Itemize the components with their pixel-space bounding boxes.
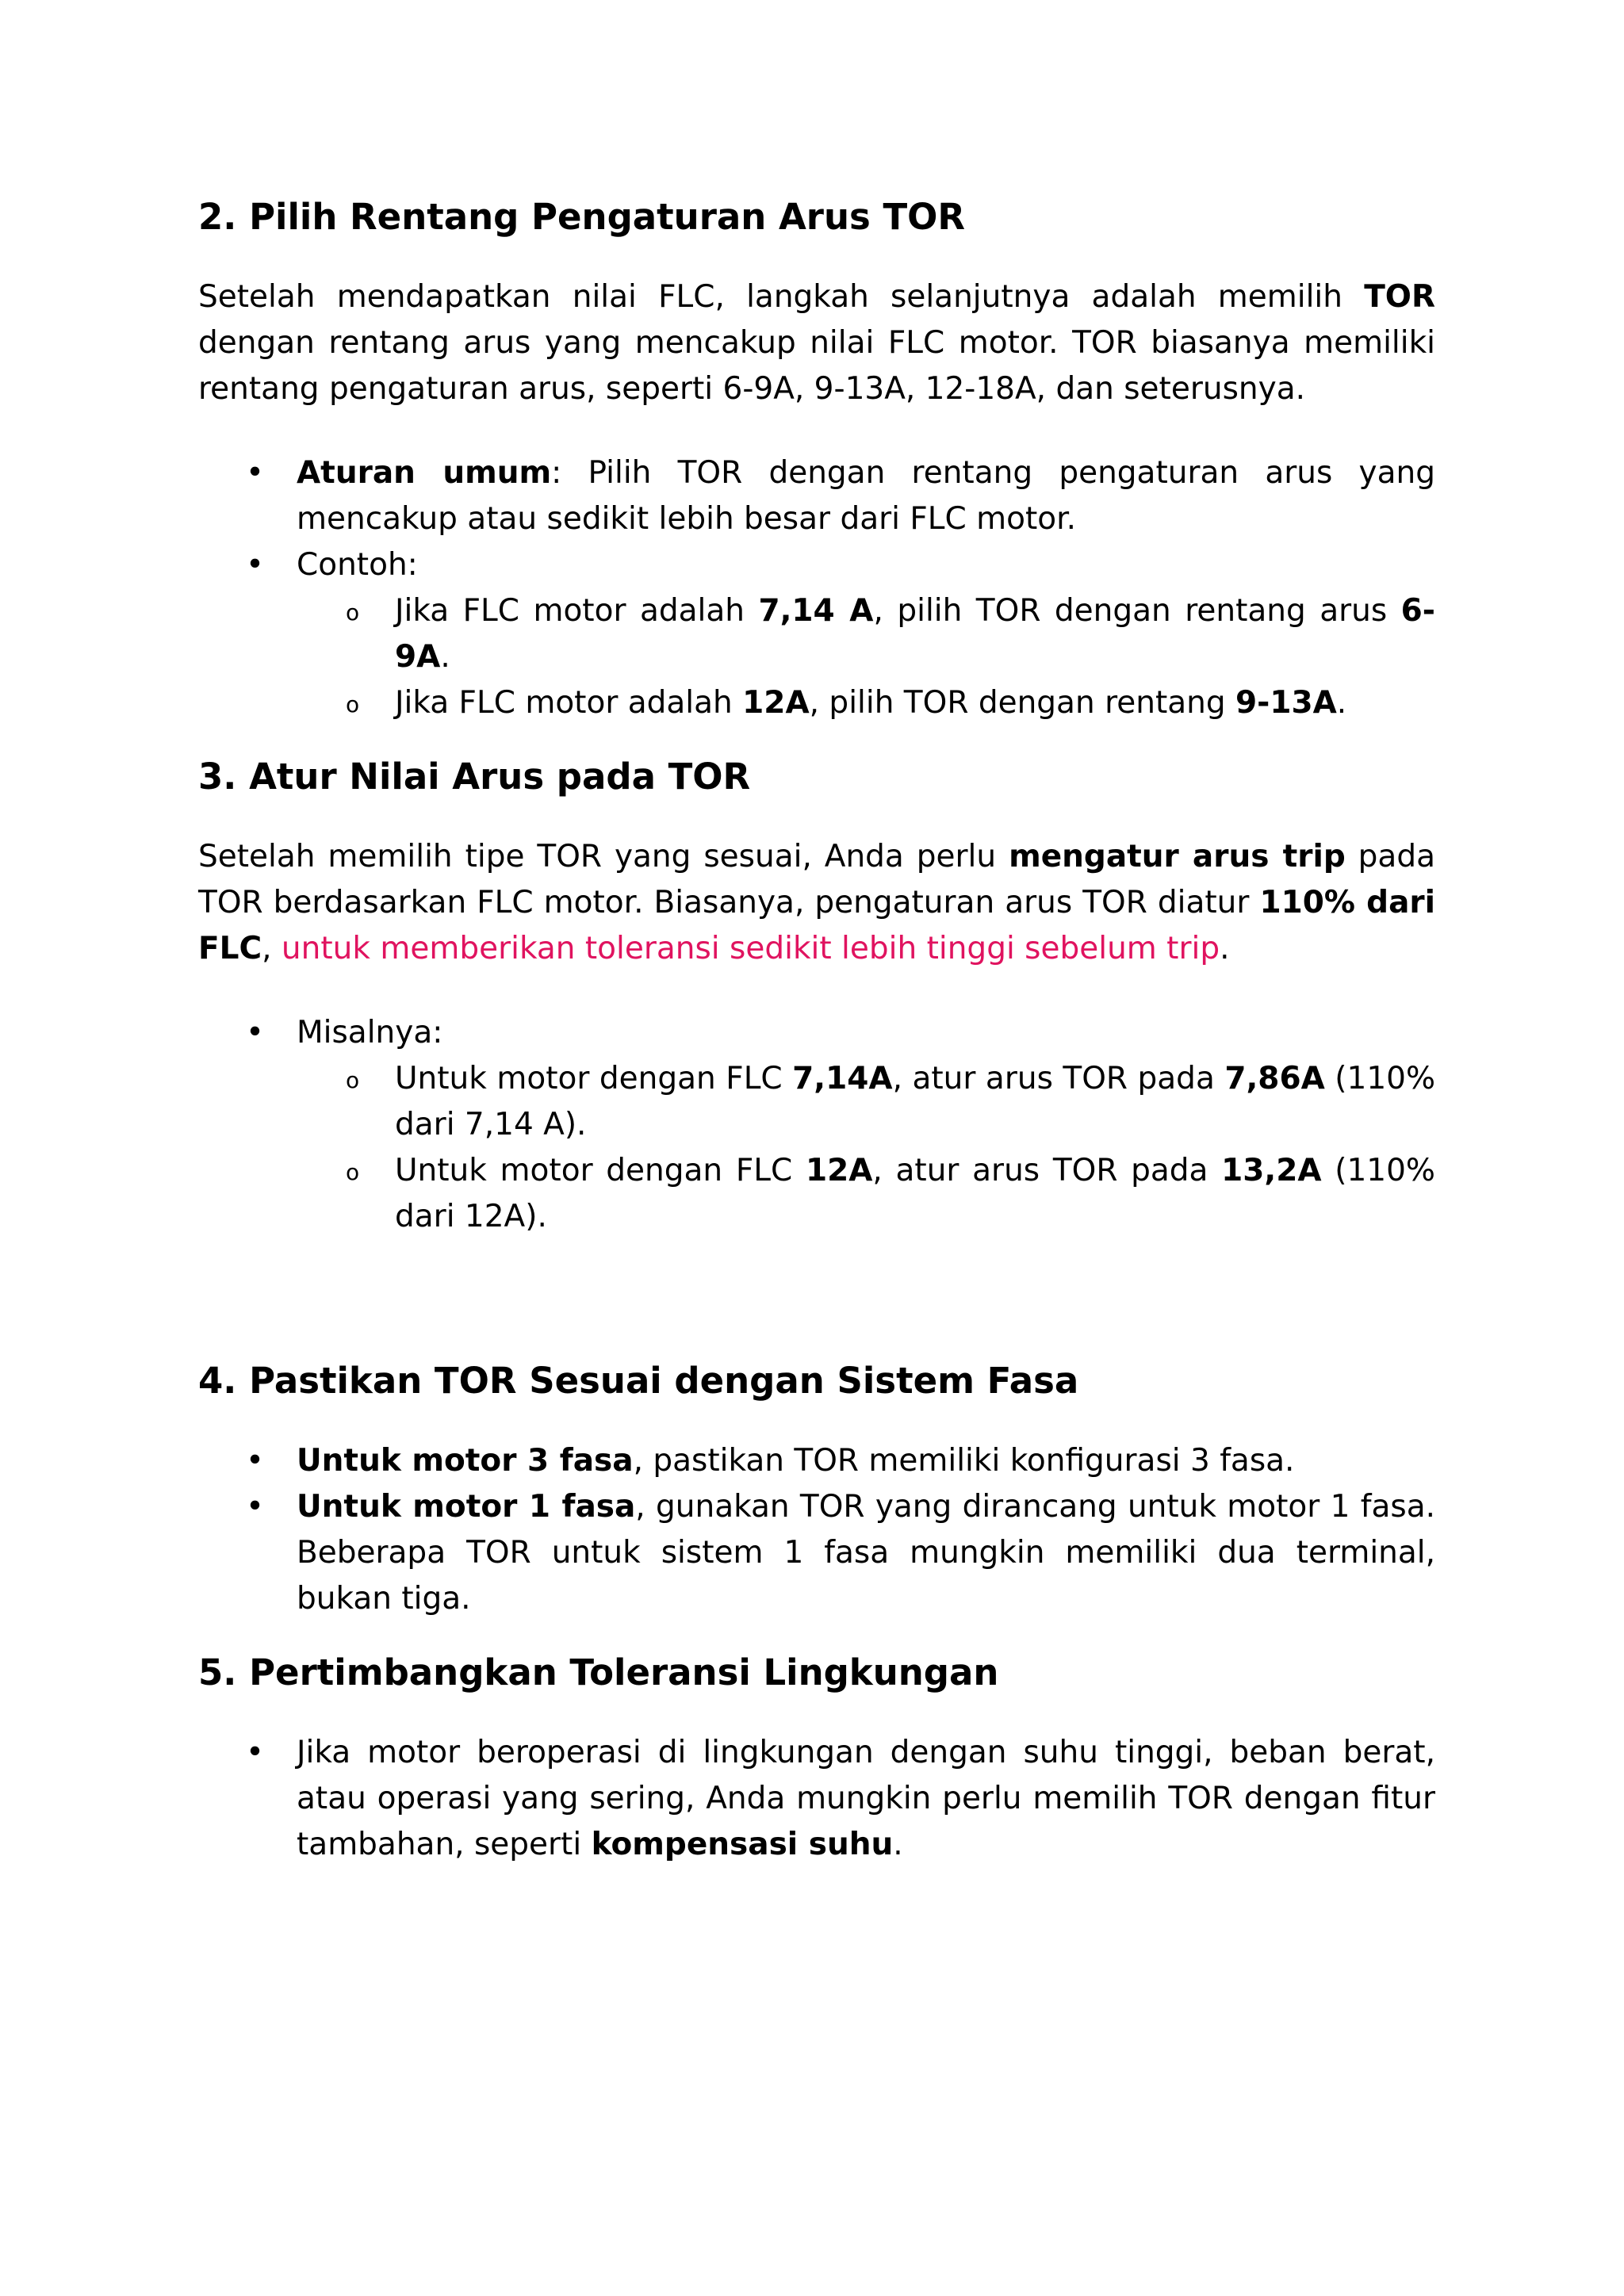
text-run: . [893, 1827, 903, 1862]
list-item [198, 1484, 1435, 1622]
bold-text: 7,86A [1224, 1061, 1325, 1096]
bullet-icon: • [246, 455, 265, 491]
section-2-paragraph [198, 274, 1435, 412]
text-run: . [440, 639, 450, 675]
sub-bullet-icon: o [346, 599, 360, 626]
text-run: pada TOR berdasarkan FLC motor. Biasanya, pengaturan arus TOR diatur [198, 839, 1435, 920]
text-run: Misalnya: [297, 1015, 443, 1050]
bold-text: 110% dari FLC [198, 885, 1435, 966]
list-item [198, 1010, 1435, 1240]
list-item [198, 1438, 1435, 1484]
highlighted-text: untuk memberikan toleransi sedikit lebih tinggi sebelum trip [281, 931, 1220, 966]
bold-text: Untuk motor 3 fasa [297, 1443, 634, 1479]
section-2-heading: 2. Pilih Rentang Pengaturan Arus TOR [198, 196, 966, 238]
text-run: , atur arus TOR pada [892, 1061, 1225, 1096]
text-run: . [1336, 685, 1347, 721]
list-item [198, 1730, 1435, 1868]
list-item [198, 450, 1435, 542]
list-item-text [297, 547, 418, 583]
bold-text: TOR [1364, 279, 1435, 315]
sub-list-item [297, 588, 1435, 680]
bold-text: Untuk motor 1 fasa [297, 1489, 636, 1525]
bold-text: 6-9A [395, 593, 1435, 675]
bold-text: Aturan umum [297, 455, 552, 491]
bold-text: kompensasi suhu [591, 1827, 894, 1862]
text-run: , atur arus TOR pada [872, 1153, 1222, 1188]
bullet-icon: • [246, 547, 265, 583]
sub-list-item-text [395, 1061, 1435, 1142]
sub-list-item [297, 1056, 1435, 1148]
sub-list-item-text [395, 593, 1435, 675]
text-run: , gunakan TOR yang dirancang untuk motor 1 fasa. Beberapa TOR untuk sistem 1 fasa mungkin memiliki dua terminal, bukan tiga. [297, 1489, 1435, 1617]
text-run: , pilih TOR dengan rentang arus [873, 593, 1401, 629]
sub-list-item [297, 680, 1435, 726]
text-run: , pilih TOR dengan rentang [809, 685, 1236, 721]
bold-text: 9-13A [1235, 685, 1337, 721]
section-2-list [198, 450, 1435, 726]
text-run: . [1220, 931, 1230, 966]
text-run: Untuk motor dengan FLC [395, 1061, 793, 1096]
section-3-paragraph [198, 834, 1435, 972]
list-item-text [297, 455, 1435, 537]
section-5-list [198, 1730, 1435, 1868]
list-item-text [297, 1443, 1294, 1479]
bold-text: 12A [805, 1153, 873, 1188]
sub-list-item-text [395, 1153, 1435, 1234]
section-4-heading: 4. Pastikan TOR Sesuai dengan Sistem Fasa [198, 1360, 1079, 1402]
text-run: Jika motor beroperasi di lingkungan dengan suhu tinggi, beban berat, atau operasi yang sering, Anda mungkin perlu memilih TOR dengan fitur tambahan, seperti [297, 1735, 1435, 1862]
document-page [198, 195, 1435, 1868]
bullet-icon: • [246, 1735, 265, 1770]
bold-text: mengatur arus trip [1009, 839, 1346, 874]
bullet-icon: • [246, 1015, 265, 1050]
list-item-text [297, 1489, 1435, 1617]
sub-bullet-icon: o [346, 1067, 360, 1093]
list-item [198, 542, 1435, 726]
sub-list-item-text [395, 685, 1346, 721]
bold-text: 13,2A [1221, 1153, 1322, 1188]
sub-list-item [297, 1148, 1435, 1240]
section-5-heading: 5. Pertimbangkan Toleransi Lingkungan [198, 1651, 999, 1693]
bold-text: 7,14A [792, 1061, 893, 1096]
sub-list [297, 1056, 1435, 1240]
section-4-list [198, 1438, 1435, 1622]
text-run: (110% dari 12A). [395, 1153, 1435, 1234]
section-3-heading: 3. Atur Nilai Arus pada TOR [198, 756, 751, 798]
text-run: Contoh: [297, 547, 418, 583]
text-run: dengan rentang arus yang mencakup nilai FLC motor. TOR biasanya memiliki rentang pengaturan arus, seperti 6-9A, 9-13A, 12-18A, dan seterusnya. [198, 325, 1435, 407]
text-run: : Pilih TOR dengan rentang pengaturan arus yang mencakup atau sedikit lebih besar dari FLC motor. [297, 455, 1435, 537]
list-item-text [297, 1735, 1435, 1862]
bold-text: 7,14 A [758, 593, 874, 629]
sub-list [297, 588, 1435, 726]
section-3-list [198, 1010, 1435, 1240]
bullet-icon: • [246, 1489, 265, 1525]
bold-text: 12A [742, 685, 810, 721]
sub-bullet-icon: o [346, 1159, 360, 1185]
bullet-icon: • [246, 1443, 265, 1479]
text-run: Setelah memilih tipe TOR yang sesuai, Anda perlu [198, 839, 1009, 874]
text-run: , [262, 931, 282, 966]
text-run: Setelah mendapatkan nilai FLC, langkah selanjutnya adalah memilih [198, 279, 1365, 315]
text-run: Untuk motor dengan FLC [395, 1153, 806, 1188]
sub-bullet-icon: o [346, 691, 360, 718]
text-run: Jika FLC motor adalah [395, 685, 743, 721]
list-item-text [297, 1015, 442, 1050]
text-run: Jika FLC motor adalah [395, 593, 759, 629]
text-run: (110% dari 7,14 A). [395, 1061, 1435, 1142]
text-run: , pastikan TOR memiliki konfigurasi 3 fasa. [633, 1443, 1295, 1479]
